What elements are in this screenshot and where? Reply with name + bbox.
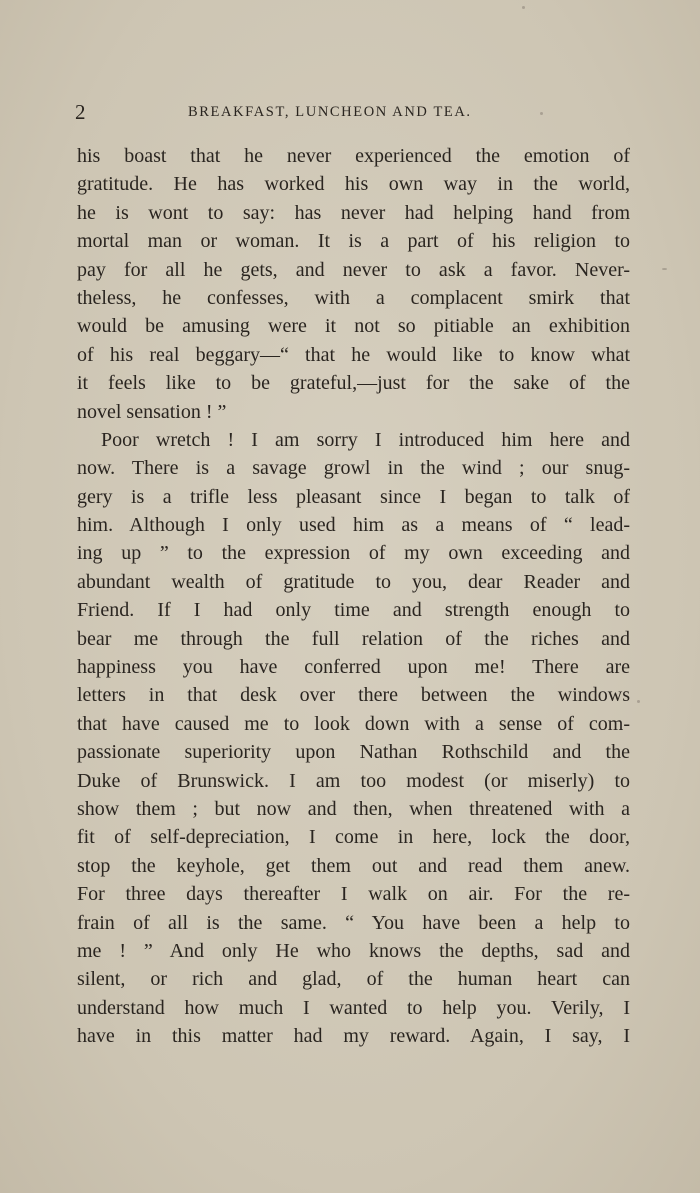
text-line: would be amusing were it not so pitiable an exhibition <box>77 315 630 338</box>
text-line: understand how much I wanted to help you. Verily, I <box>77 996 630 1019</box>
text-line: have in this matter had my reward. Again, I say, I <box>77 1025 630 1048</box>
text-line: Poor wretch ! I am sorry I introduced him here and <box>101 428 630 451</box>
text-line: passionate superiority upon Nathan Rothschild and the <box>77 741 630 764</box>
text-line: show them ; but now and then, when threatened with a <box>77 797 630 820</box>
text-line: me ! ” And only He who knows the depths, sad and <box>77 939 630 962</box>
text-line: Friend. If I had only time and strength enough to <box>77 599 630 622</box>
text-line: his boast that he never experienced the emotion of <box>77 145 630 167</box>
text-line: silent, or rich and glad, of the human heart can <box>77 968 630 991</box>
text-line: stop the keyhole, get them out and read them anew. <box>77 854 630 877</box>
paper-speck <box>522 6 525 9</box>
text-line: frain of all is the same. “ You have been a help to <box>77 911 630 934</box>
text-line: Duke of Brunswick. I am too modest (or miserly) to <box>77 769 630 792</box>
text-line: it feels like to be grateful,—just for the sake of the <box>77 372 630 395</box>
text-line: mortal man or woman. It is a part of his religion to <box>77 230 630 253</box>
text-line: him. Although I only used him as a means of “ lead- <box>77 514 630 537</box>
paper-speck <box>637 700 640 703</box>
paper-speck <box>662 268 667 270</box>
text-line: For three days thereafter I walk on air. For the re- <box>77 883 630 906</box>
text-line: he is wont to say: has never had helping hand from <box>77 201 630 224</box>
page-header <box>75 100 635 128</box>
text-line: gratitude. He has worked his own way in the world, <box>77 173 630 196</box>
text-line: ing up ” to the expression of my own exceeding and <box>77 542 630 565</box>
body-text <box>77 142 630 1051</box>
text-line: gery is a trifle less pleasant since I began to talk of <box>77 485 630 508</box>
text-line: bear me through the full relation of the riches and <box>77 627 630 650</box>
text-line: of his real beggary—“ that he would like to know what <box>77 343 630 366</box>
text-line: abundant wealth of gratitude to you, dear Reader and <box>77 570 630 593</box>
text-line: fit of self-depreciation, I come in here, lock the door, <box>77 826 630 849</box>
paper-speck <box>540 112 543 115</box>
text-line: letters in that desk over there between the windows <box>77 684 630 707</box>
text-line: pay for all he gets, and never to ask a favor. Never- <box>77 258 630 281</box>
running-head: BREAKFAST, LUNCHEON AND TEA. <box>188 104 472 120</box>
text-line: happiness you have conferred upon me! There are <box>77 656 630 679</box>
text-line: now. There is a savage growl in the wind ; our snug- <box>77 457 630 480</box>
text-line: novel sensation ! ” <box>77 400 227 423</box>
text-line: theless, he confesses, with a complacent smirk that <box>77 286 630 309</box>
page-number: 2 <box>75 100 86 124</box>
text-line: that have caused me to look down with a sense of com- <box>77 712 630 735</box>
